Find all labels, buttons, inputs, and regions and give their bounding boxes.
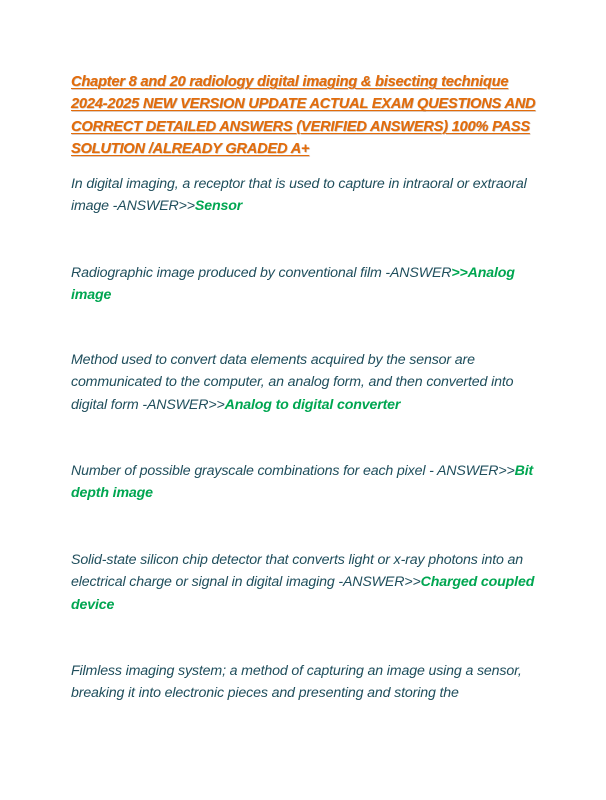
answer-text: >>Analog image: [71, 265, 515, 304]
qa-item: [71, 173, 541, 218]
question-text: Method used to convert data elements acquired by the sensor are communicated to the computer, an analog form, and then converted into digital form -ANSWER>>: [71, 352, 514, 413]
answer-text: Bit depth image: [71, 463, 534, 502]
question-text: Filmless imaging system; a method of capturing an image using a sensor, breaking it into electronic pieces and presenting and storing the: [71, 663, 522, 702]
question-text: Number of possible grayscale combinations for each pixel - ANSWER>>: [71, 463, 515, 479]
qa-item: [71, 660, 541, 705]
document-title: Chapter 8 and 20 radiology digital imaging & bisecting technique 2024-2025 NEW VERSION UPDATE ACTUAL EXAM QUESTIONS AND CORRECT DETAILED ANSWERS (VERIFIED ANSWERS) 100% PASS SOLUTION /ALREADY GRADED A+: [71, 74, 536, 158]
qa-item: [71, 549, 541, 616]
question-text: Solid-state silicon chip detector that converts light or x-ray photons into an electrical charge or signal in digital imaging -ANSWER>>: [71, 552, 523, 591]
qa-item: [71, 349, 541, 416]
qa-item: [71, 460, 541, 505]
answer-text: Analog to digital converter: [224, 396, 401, 413]
answer-text: Sensor: [194, 198, 243, 215]
answer-text: Charged coupled device: [71, 574, 535, 613]
question-text: Radiographic image produced by conventional film -ANSWER: [71, 265, 452, 281]
question-text: In digital imaging, a receptor that is used to capture in intraoral or extraoral image -ANSWER>>: [71, 176, 527, 215]
qa-item: [71, 262, 541, 307]
